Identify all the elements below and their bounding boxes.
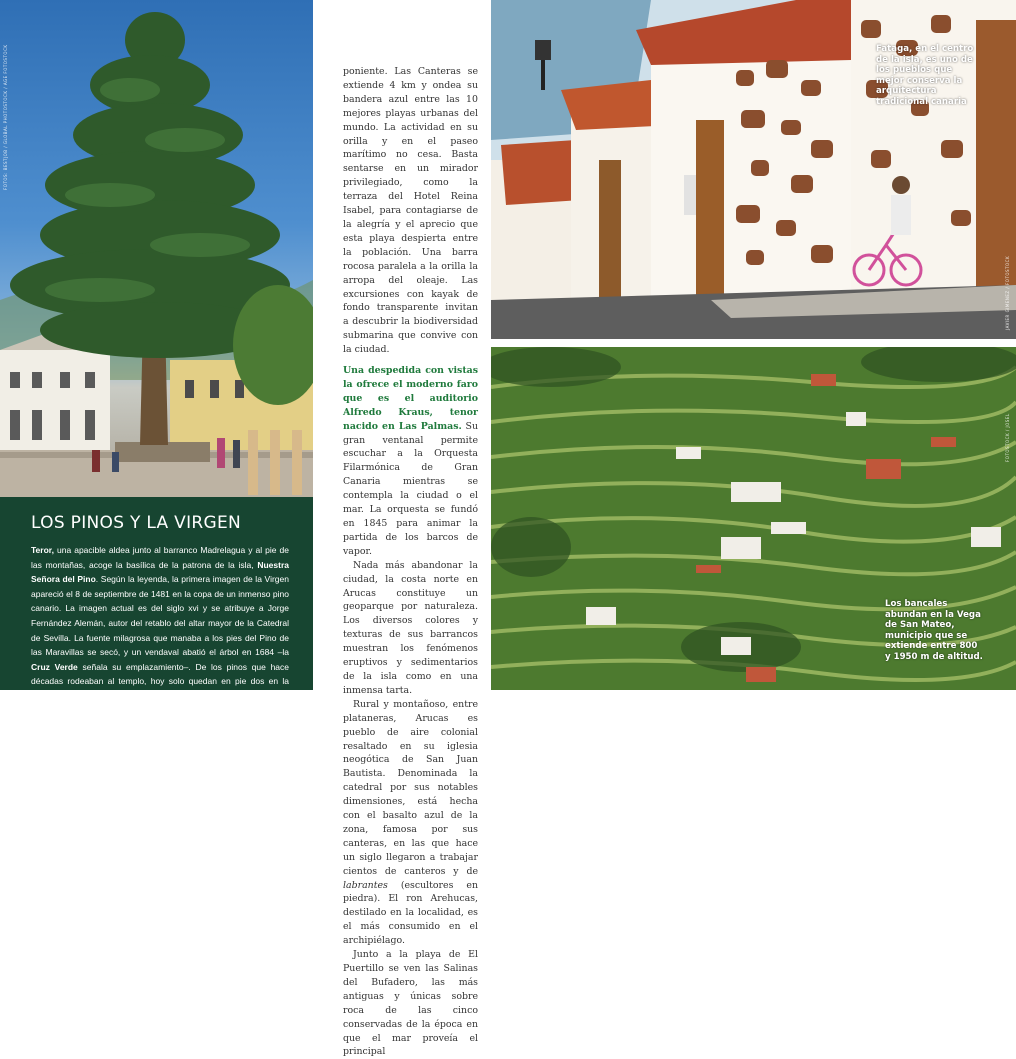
paragraph-text: (escultores en piedra). El ron Arehucas, destilado en la localidad, es el más consumido en el archipiélago.	[343, 879, 478, 947]
sidebar-text-c: . Según la leyenda, la primera imagen de la Virgen apareció el 8 de septiembre de 1481 en la copa de un inmenso pino canario. La imagen actual es del siglo xvi y se atribuye a Jorge Fernández Alemán, autor del retablo del altar mayor de la Catedral de Sevilla. La fuente milagrosa que manaba a los pies del Pino de las Maravillas se secó, y un vendaval abatió el árbol en 1684 –la	[31, 574, 289, 658]
article-paragraph: Nada más abandonar la ciudad, la costa norte en Arucas constituye un geoparque por naturaleza. Los diversos colores y texturas de sus barrancos muestran los fenómenos eruptivos y sedimentarios de la isla como en una inmensa tarta.	[343, 559, 478, 696]
fataga-street-photo	[491, 0, 1016, 339]
article-column	[343, 65, 478, 1059]
sidebar-text-e: señala su emplazamiento–. De los pinos que hace décadas rodeaban al templo, hoy solo quedan en pie dos en la fachada y otro en la parte posterior, además de un frondoso laurel de Indias.	[31, 661, 290, 716]
photo-credit: FOTOSTOCK / JOSEL	[1005, 413, 1010, 462]
highlight-text: Una despedida con vistas la ofrece el moderno faro que es el auditorio Alfredo Kraus, tenor nacido en Las Palmas.	[343, 365, 478, 432]
sidebar-box	[0, 497, 313, 716]
article-paragraph	[343, 698, 478, 948]
teror-pine-photo	[0, 0, 313, 497]
highlight-rest: Su gran ventanal permite escuchar a la Orquesta Filarmónica de Gran Canaria mientras se contempla la ciudad o el mar. La orquesta se fundó en 1845 para animar la partida de los barcos de vapor.	[343, 420, 478, 557]
article-paragraph: Junto a la playa de El Puertillo se ven las Salinas del Bufadero, las más antiguas y únicas sobre roca de las cinco conservadas de la época en que el mar proveía el principal	[343, 949, 478, 1058]
photo-credit: JAVIER GIMENEZ / FOTOSTOCK	[1005, 255, 1010, 330]
article-paragraph-highlight	[343, 364, 478, 559]
sidebar-bold-cruz: Cruz Verde	[31, 661, 78, 672]
sidebar-bold-pino: Nuestra Señora del Pino	[31, 559, 289, 585]
pine-scene-illustration	[0, 0, 313, 497]
san-mateo-terraces-photo	[491, 347, 1016, 690]
article-paragraph: poniente. Las Canteras se extiende 4 km y ondea su bandera azul entre las 10 mejores playas urbanas del mundo. La actividad en su orilla y en el paseo marítimo no cesa. Basta sentarse en un mirador privilegiado, como la terraza del Hotel Reina Isabel, para contagiarse de la alegría y el aprecio que esta playa despierta entre la población. Una barra rocosa paralela a la orilla la arropa del oleaje. Las excursiones con kayak de fondo transparente invitan a descubrir la biodiversidad submarina que convive con la ciudad.	[343, 66, 478, 356]
sidebar-title: LOS PINOS Y LA VIRGEN	[31, 513, 242, 533]
paragraph-italic: labrantes	[343, 879, 388, 891]
sidebar-lead: Teror,	[31, 545, 54, 555]
sidebar-body	[31, 543, 289, 718]
photo-credit: FOTOS: BESTJOB / GLOBAL PHOTOSTOCK / AGE FOTOSTOCK	[3, 44, 8, 190]
photo-caption: Los bancales abundan en la Vega de San Mateo, municipio que se extiende entre 800 y 1950 m de altitud.	[885, 599, 983, 662]
sidebar-text-a: una apacible aldea junto al barranco Madrelagua y al pie de las montañas, acoge la basílica de la patrona de la isla,	[31, 545, 289, 570]
paragraph-text: Rural y montañoso, entre plataneras, Arucas es pueblo de aire colonial resaltado en su iglesia neogótica de San Juan Bautista. Denominada la catedral por sus notables dimensiones, está hecha con el basalto azul de la zona, famosa por sus canteras, en las que hace un siglo llegaron a trabajar cientos de canteros y de	[343, 698, 478, 877]
photo-caption: Fataga, en el centro de la isla, es uno de los pueblos que mejor conserva la arquitectura tradicional canaria	[876, 44, 974, 107]
